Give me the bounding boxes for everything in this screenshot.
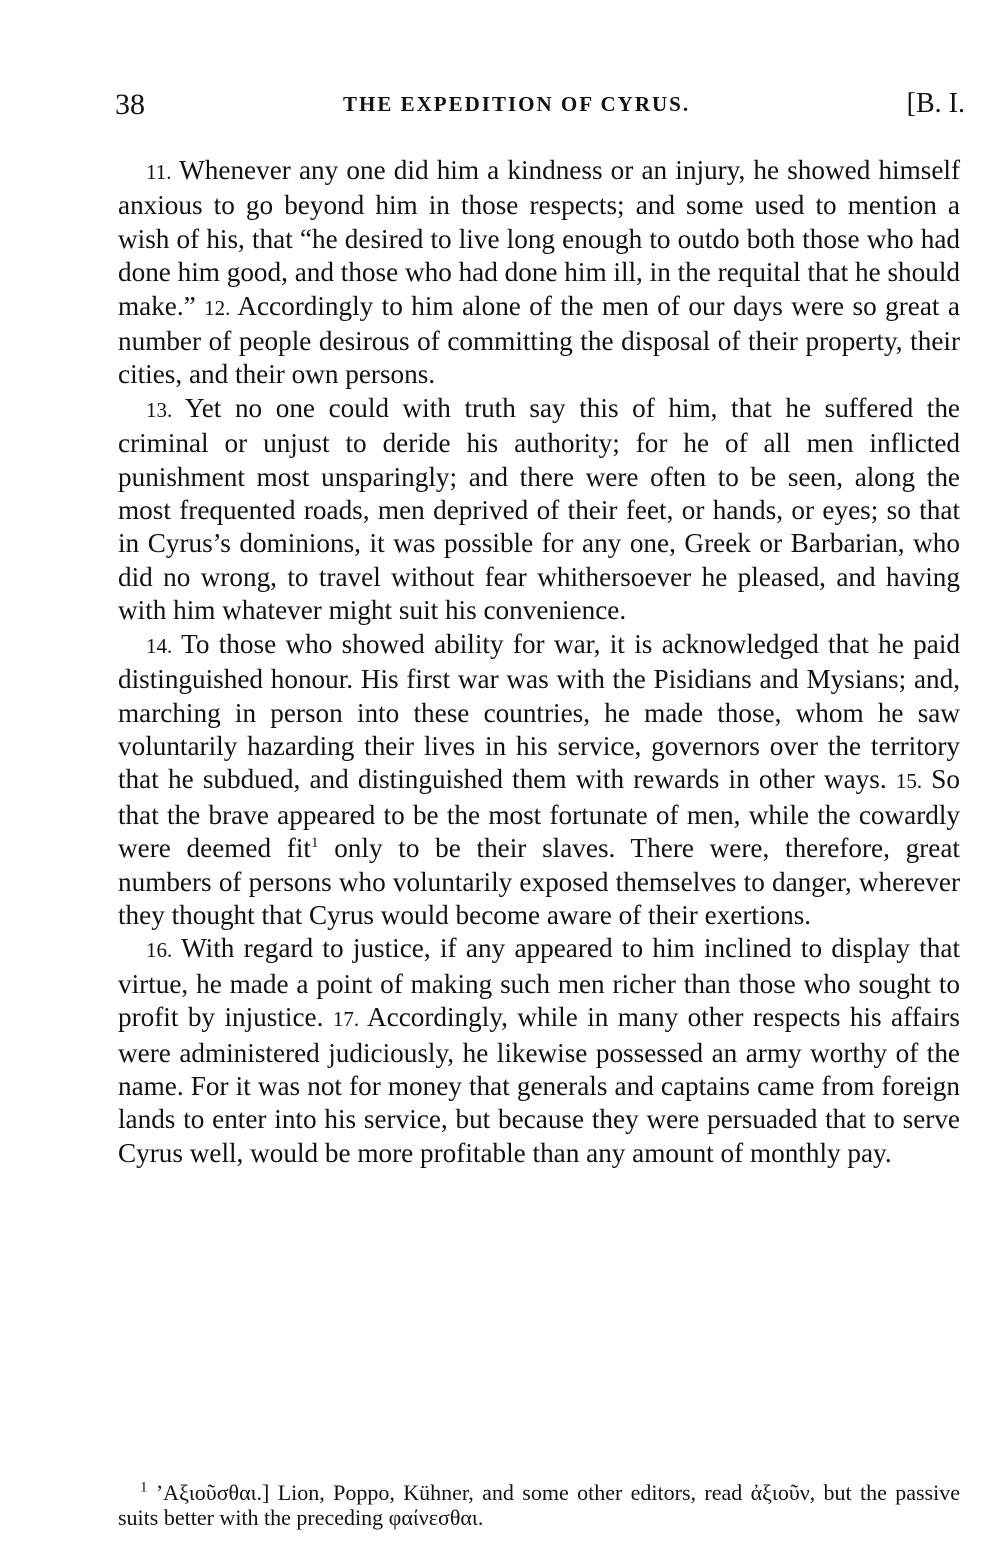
paragraph [118, 392, 960, 628]
footnote-text: ’Αξιοῦσθαι.] Lion, Poppo, Kühner, and some other editors, read ἀξιοῦν, but the passive suits better with the preceding φαίνεσθαι. [118, 1480, 960, 1530]
paragraph-text: With regard to justice, if any appeared to him inclined to display that virtue, he made a point of making such men richer than those who sought to profit by injustice. [118, 933, 960, 1033]
page-header [115, 88, 965, 128]
section-number: 13. [146, 397, 173, 422]
section-number: 16. [146, 938, 173, 963]
running-title: THE EXPEDITION OF CYRUS. [343, 92, 691, 116]
page-number: 38 [115, 88, 145, 121]
section-number: 12. [204, 295, 231, 320]
paragraph [118, 154, 960, 392]
body-text [118, 154, 960, 1170]
book-reference: [B. I. [906, 88, 965, 119]
paragraph-text: Whenever any one did him a kindness or an injury, he showed himself anxious to go beyond him in those respects; and some used to mention a wish of his, that “he desired to live long enough to outdo both those who had done him good, and those who had done him ill, in the requital that he should make.” [118, 155, 960, 321]
section-number: 11. [146, 160, 172, 184]
paragraph-text: Accordingly to him alone of the men of our days were so great a number of people desirous of committing the disposal of their property, their cities, and their own persons. [118, 290, 960, 390]
paragraph-text: only to be their slaves. There were, therefore, great numbers of persons who voluntarily exposed themselves to danger, wherever they thought that Cyrus would become aware of their exertions. [118, 833, 960, 930]
footnote-marker: 1 [140, 1479, 148, 1496]
paragraph-text: Accordingly, while in many other respects his affairs were administered judiciously, he likewise possessed an army worthy of the name. For it was not for money that generals and captains came from foreign lands to enter into his service, but because they were persuaded that to serve Cyrus well, would be more profitable than any amount of monthly pay. [118, 1002, 960, 1168]
paragraph [118, 628, 960, 933]
footnote [118, 1480, 960, 1530]
paragraph-text: So that the brave appeared to be the most fortunate of men, while the cowardly were deemed fit [118, 764, 961, 864]
footnote-reference: 1 [310, 835, 319, 852]
paragraph-text: Yet no one could with truth say this of him, that he suffered the criminal or unjust to deride his authority; for he of all men inflicted punishment most unsparingly; and there were often to be seen, along the most frequented roads, men deprived of their feet, or hands, or eyes; so that in Cyrus’s dominions, it was possible for any one, Greek or Barbarian, who did no wrong, to travel without fear whithersoever he pleased, and having with him whatever might suit his convenience. [118, 392, 960, 626]
paragraph [118, 932, 960, 1170]
section-number: 14. [146, 633, 173, 658]
section-number: 17. [332, 1007, 360, 1032]
paragraph-text: To those who showed ability for war, it is acknowledged that he paid distinguished honour. His first war was with the Pisidians and Mysians; and, marching in person into these countries, he made those, whom he saw voluntarily hazarding their lives in his service, governors over the territory that he subdued, and distinguished them with rewards in other ways. [118, 628, 960, 795]
footnote-paragraph [118, 1480, 960, 1530]
section-number: 15. [895, 769, 923, 794]
